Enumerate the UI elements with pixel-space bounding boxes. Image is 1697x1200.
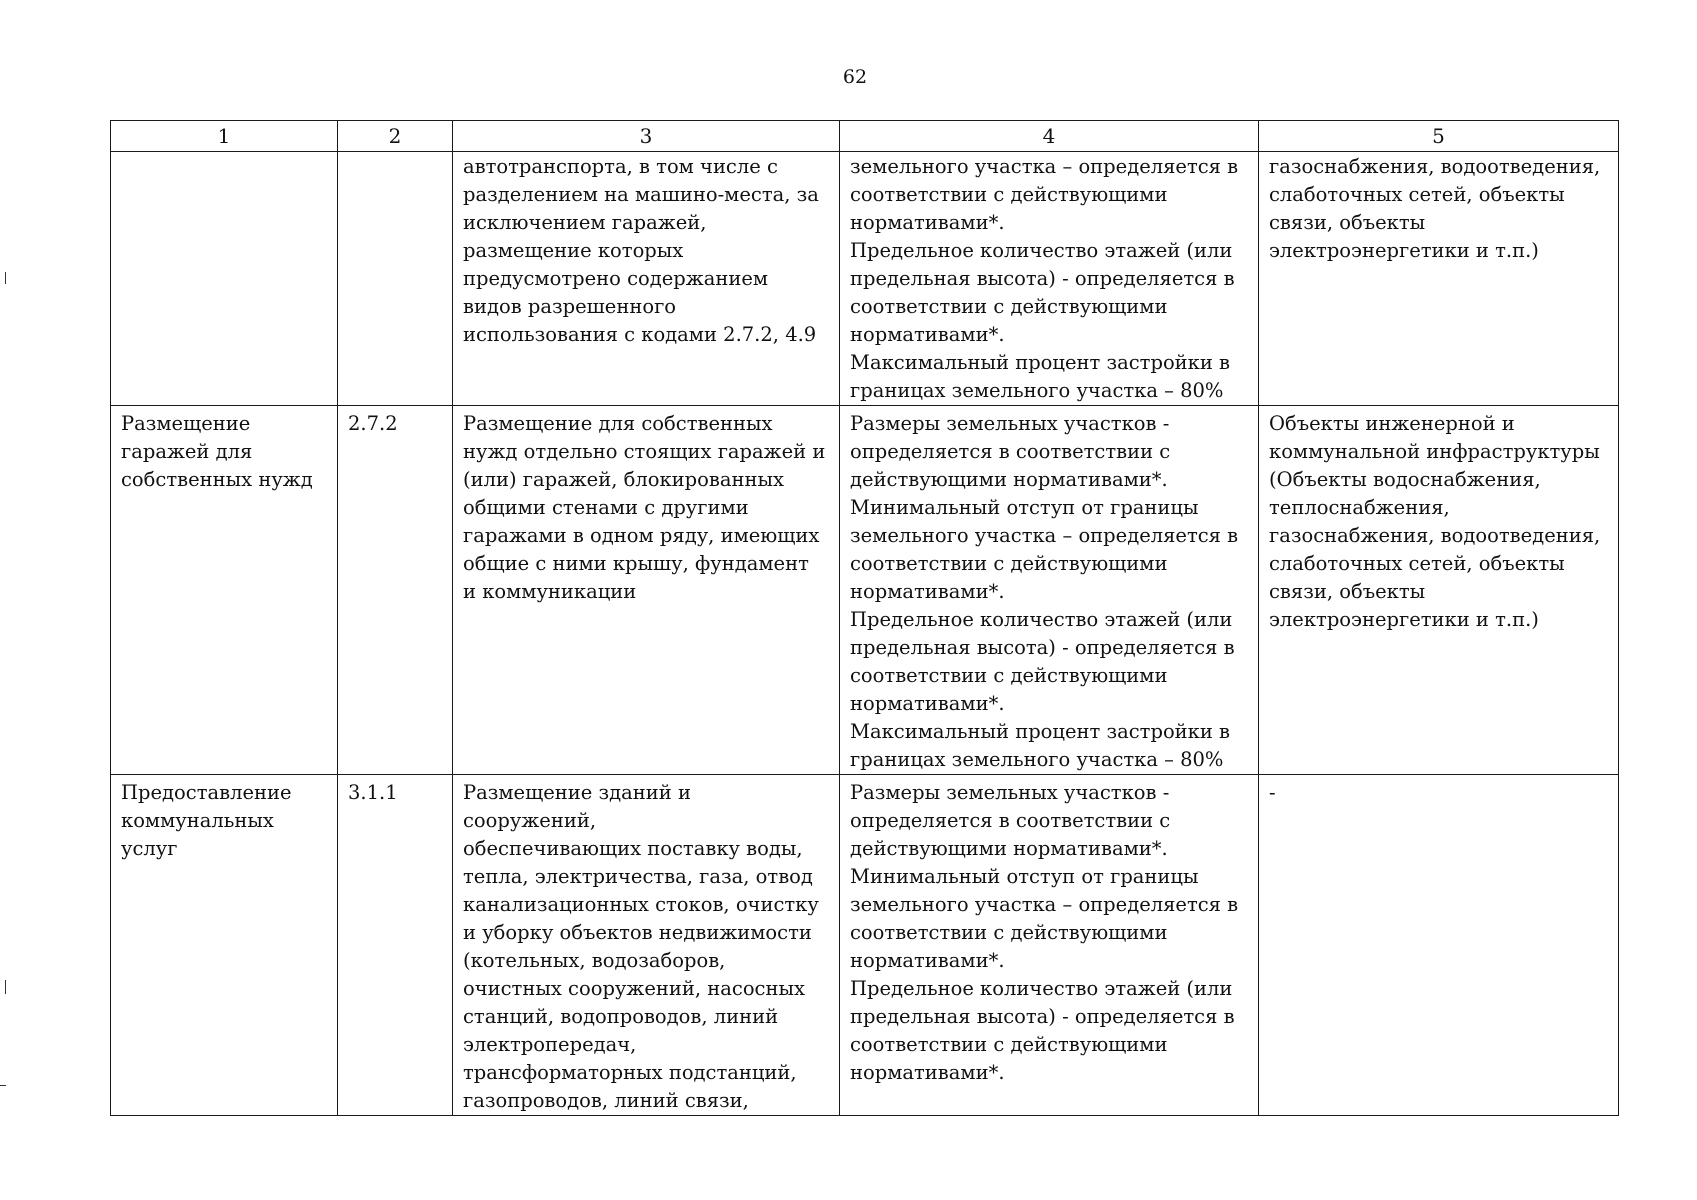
use-name-cell: Предоставление коммунальных услуг xyxy=(111,775,338,1116)
parameters-cell: земельного участка – определяется в соответствии с действующими нормативами*. Предельное количество этажей (или предельная высота) - определяется в соответствии с действующими нормативами*. Максимальный процент застройки в границах земельного участка – 80% xyxy=(840,152,1259,406)
land-use-table xyxy=(110,120,1619,1116)
header-row xyxy=(111,121,1619,152)
use-code-cell xyxy=(338,152,453,406)
column-header-2: 2 xyxy=(338,121,453,152)
column-header-4: 4 xyxy=(840,121,1259,152)
use-code-cell: 3.1.1 xyxy=(338,775,453,1116)
page-number: 62 xyxy=(842,66,868,88)
table-row xyxy=(111,406,1619,775)
parameters-cell: Размеры земельных участков - определяется в соответствии с действующими нормативами*. Минимальный отступ от границы земельного участка – определяется в соответствии с действующими нормативами*. Предельное количество этажей (или предельная высота) - определяется в соответствии с действующими нормативами*. Максимальный процент застройки в границах земельного участка – 80% xyxy=(840,406,1259,775)
scan-margin-mark xyxy=(5,272,6,284)
use-name-cell: Размещение гаражей для собственных нужд xyxy=(111,406,338,775)
use-name-cell xyxy=(111,152,338,406)
scan-margin-mark xyxy=(0,1085,6,1086)
infrastructure-cell: газоснабжения, водоотведения, слаботочных сетей, объекты связи, объекты электроэнергетики и т.п.) xyxy=(1259,152,1619,406)
use-code-cell: 2.7.2 xyxy=(338,406,453,775)
use-description-cell: автотранспорта, в том числе с разделением на машино-места, за исключением гаражей, размещение которых предусмотрено содержанием видов разрешенного использования с кодами 2.7.2, 4.9 xyxy=(453,152,840,406)
column-header-5: 5 xyxy=(1259,121,1619,152)
use-description-cell: Размещение зданий и сооружений, обеспечивающих поставку воды, тепла, электричества, газа, отвод канализационных стоков, очистку и уборку объектов недвижимости (котельных, водозаборов, очистных сооружений, насосных станций, водопроводов, линий электропередач, трансформаторных подстанций, газопроводов, линий связи, xyxy=(453,775,840,1116)
parameters-cell: Размеры земельных участков - определяется в соответствии с действующими нормативами*. Минимальный отступ от границы земельного участка – определяется в соответствии с действующими нормативами*. Предельное количество этажей (или предельная высота) - определяется в соответствии с действующими нормативами*. xyxy=(840,775,1259,1116)
column-header-1: 1 xyxy=(111,121,338,152)
use-description-cell: Размещение для собственных нужд отдельно стоящих гаражей и (или) гаражей, блокированных общими стенами с другими гаражами в одном ряду, имеющих общие с ними крышу, фундамент и коммуникации xyxy=(453,406,840,775)
infrastructure-cell: Объекты инженерной и коммунальной инфраструктуры (Объекты водоснабжения, теплоснабжения, газоснабжения, водоотведения, слаботочных сетей, объекты связи, объекты электроэнергетики и т.п.) xyxy=(1259,406,1619,775)
table-row xyxy=(111,152,1619,406)
infrastructure-cell: - xyxy=(1259,775,1619,1116)
scan-margin-mark xyxy=(5,980,6,994)
column-header-3: 3 xyxy=(453,121,840,152)
table-row xyxy=(111,775,1619,1116)
